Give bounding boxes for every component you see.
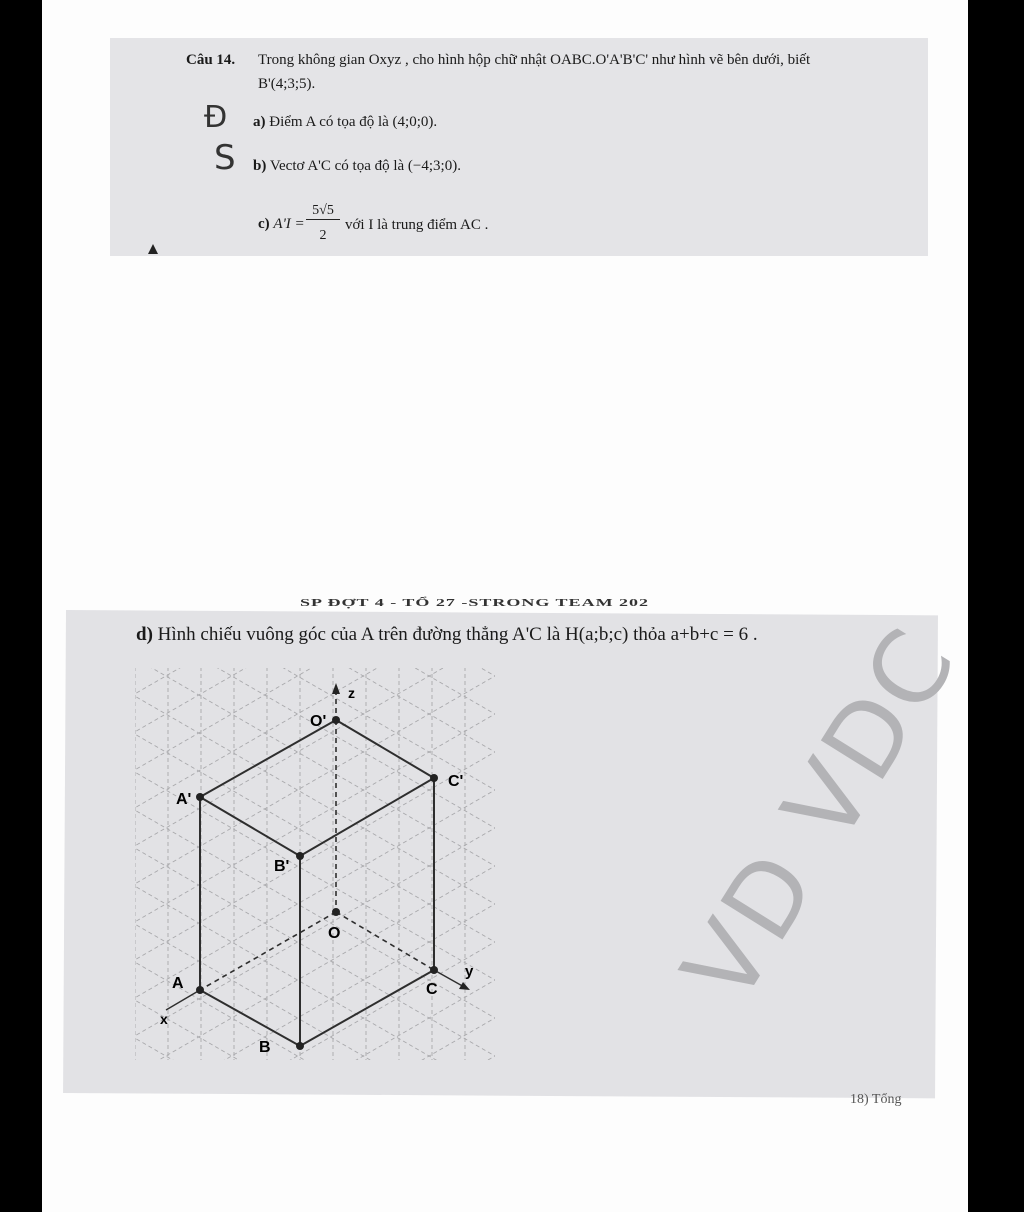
axis-lines: [166, 970, 466, 1010]
handwritten-mark-a: Đ: [204, 100, 228, 135]
statement-b-text: Vectơ A'C có tọa độ là (−4;3;0).: [269, 158, 461, 174]
statement-d-label: d): [136, 624, 153, 645]
label-a: A: [172, 975, 184, 992]
label-c-prime: C': [448, 773, 464, 790]
isometric-grid: [100, 0, 540, 1212]
question-number: Câu 14.: [186, 52, 236, 68]
label-o: O: [328, 925, 341, 942]
y-axis-arrow: [459, 982, 470, 990]
fraction-denominator: 2: [319, 228, 327, 243]
statement-d-text: Hình chiếu vuông góc của A trên đường thẳng A'C là H(a;b;c) thỏa a+b+c = 6 .: [157, 624, 758, 645]
axis-label-z: z: [348, 685, 355, 701]
statement-b-label: b): [253, 158, 267, 174]
vertex-dots: [196, 716, 438, 1050]
axis-label-y: y: [465, 963, 474, 980]
watermark: VD VDC: [660, 606, 980, 1023]
question-stem-line2: B'(4;3;5).: [258, 76, 316, 92]
torn-header: SP ĐỢT 4 - TỔ 27 -STRONG TEAM 202: [300, 596, 650, 609]
statement-a-label: a): [253, 114, 266, 130]
label-c: C: [426, 981, 438, 998]
handwritten-mark-b: S: [214, 138, 236, 178]
question-stem-line1: Trong không gian Oxyz , cho hình hộp chữ nhật OABC.O'A'B'C' như hình vẽ bên dưới, biết: [258, 52, 811, 68]
label-b-prime: B': [274, 858, 290, 875]
statement-a-text: Điểm A có tọa độ là (4;0;0).: [269, 114, 438, 130]
statement-c-label: c): [258, 216, 270, 232]
label-a-prime: A': [176, 791, 192, 808]
fraction-numerator: 5√5: [306, 203, 340, 220]
statement-c-prefix: A'I =: [273, 216, 305, 232]
corner-arrow-icon: [148, 244, 158, 254]
axis-label-x: x: [160, 1011, 168, 1027]
label-o-prime: O': [310, 713, 327, 730]
label-b: B: [259, 1039, 271, 1056]
statement-c-suffix: với I là trung điểm AC .: [345, 217, 489, 233]
footer-fragment: 18) Tổng: [850, 1092, 902, 1107]
